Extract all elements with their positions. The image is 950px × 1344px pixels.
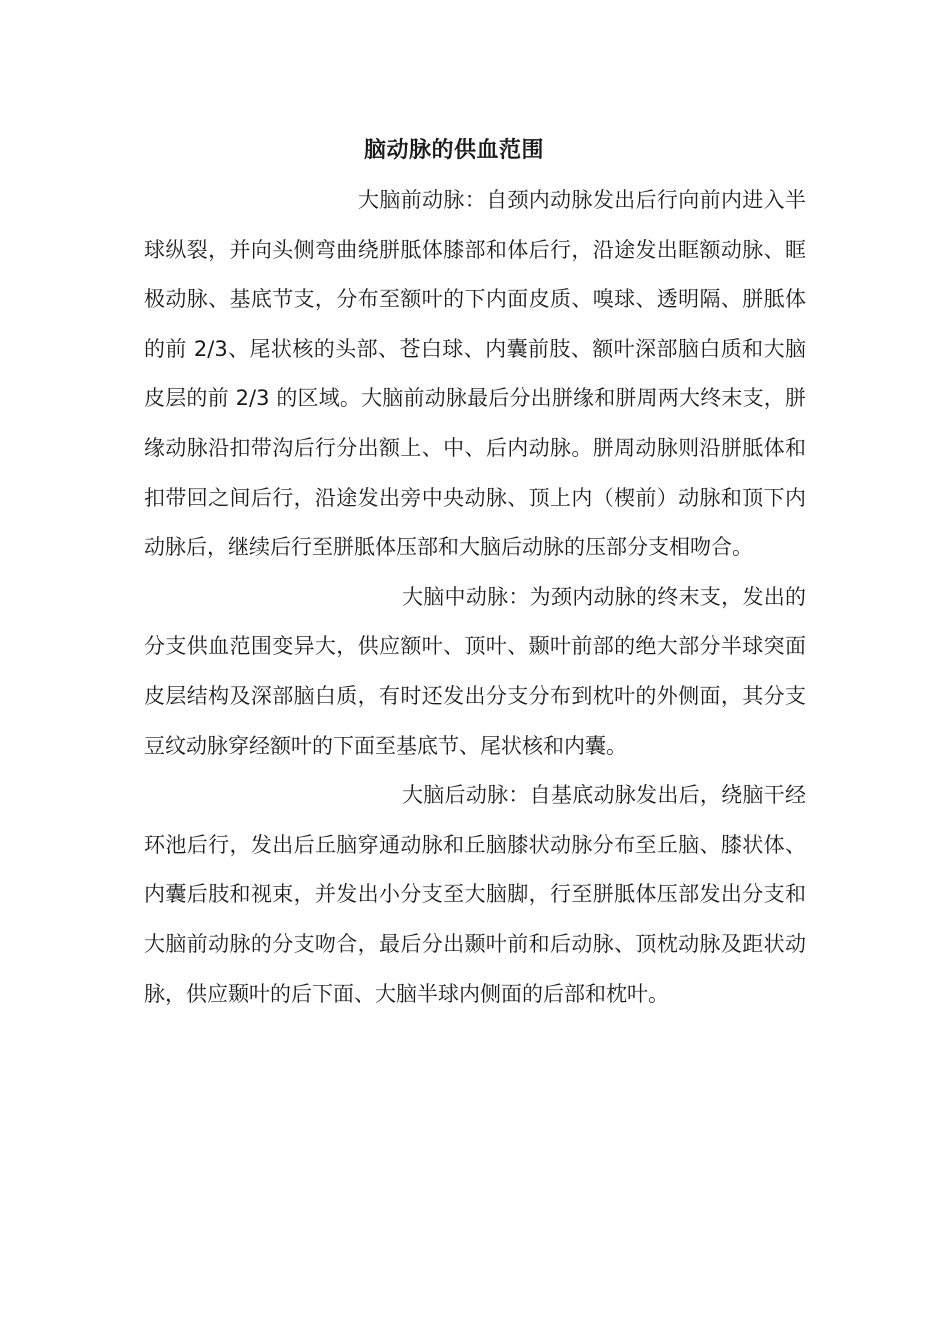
document-body	[144, 176, 806, 1019]
paragraph-anterior-cerebral-artery: 大脑前动脉：自颈内动脉发出后行向前内进入半球纵裂，并向头侧弯曲绕胼胝体膝部和体后行，沿途发出眶额动脉、眶极动脉、基底节支，分布至额叶的下内面皮质、嗅球、透明隔、胼胝体的前 2/3、尾状核的头部、苍白球、内囊前肢、额叶深部脑白质和大脑皮层的前 2/3 的区域。大脑前动脉最后分出胼缘和胼周两大终末支，胼缘动脉沿扣带沟后行分出额上、中、后内动脉。胼周动脉则沿胼胝体和扣带回之间后行，沿途发出旁中央动脉、顶上内（楔前）动脉和顶下内动脉后，继续后行至胼胝体压部和大脑后动脉的压部分支相吻合。	[144, 188, 806, 560]
document-title: 脑动脉的供血范围	[363, 138, 544, 163]
paragraph-posterior-cerebral-artery: 大脑后动脉：自基底动脉发出后，绕脑干经环池后行，发出后丘脑穿通动脉和丘脑膝状动脉分布至丘脑、膝状体、内囊后肢和视束，并发出小分支至大脑脚，行至胼胝体压部发出分支和大脑前动脉的分支吻合，最后分出颞叶前和后动脉、顶枕动脉及距状动脉，供应颞叶的后下面、大脑半球内侧面的后部和枕叶。	[144, 783, 806, 1006]
paragraph-middle-cerebral-artery: 大脑中动脉：为颈内动脉的终末支，发出的分支供血范围变异大，供应额叶、顶叶、颞叶前部的绝大部分半球突面皮层结构及深部脑白质，有时还发出分支分布到枕叶的外侧面，其分支豆纹动脉穿经额叶的下面至基底节、尾状核和内囊。	[144, 584, 806, 758]
